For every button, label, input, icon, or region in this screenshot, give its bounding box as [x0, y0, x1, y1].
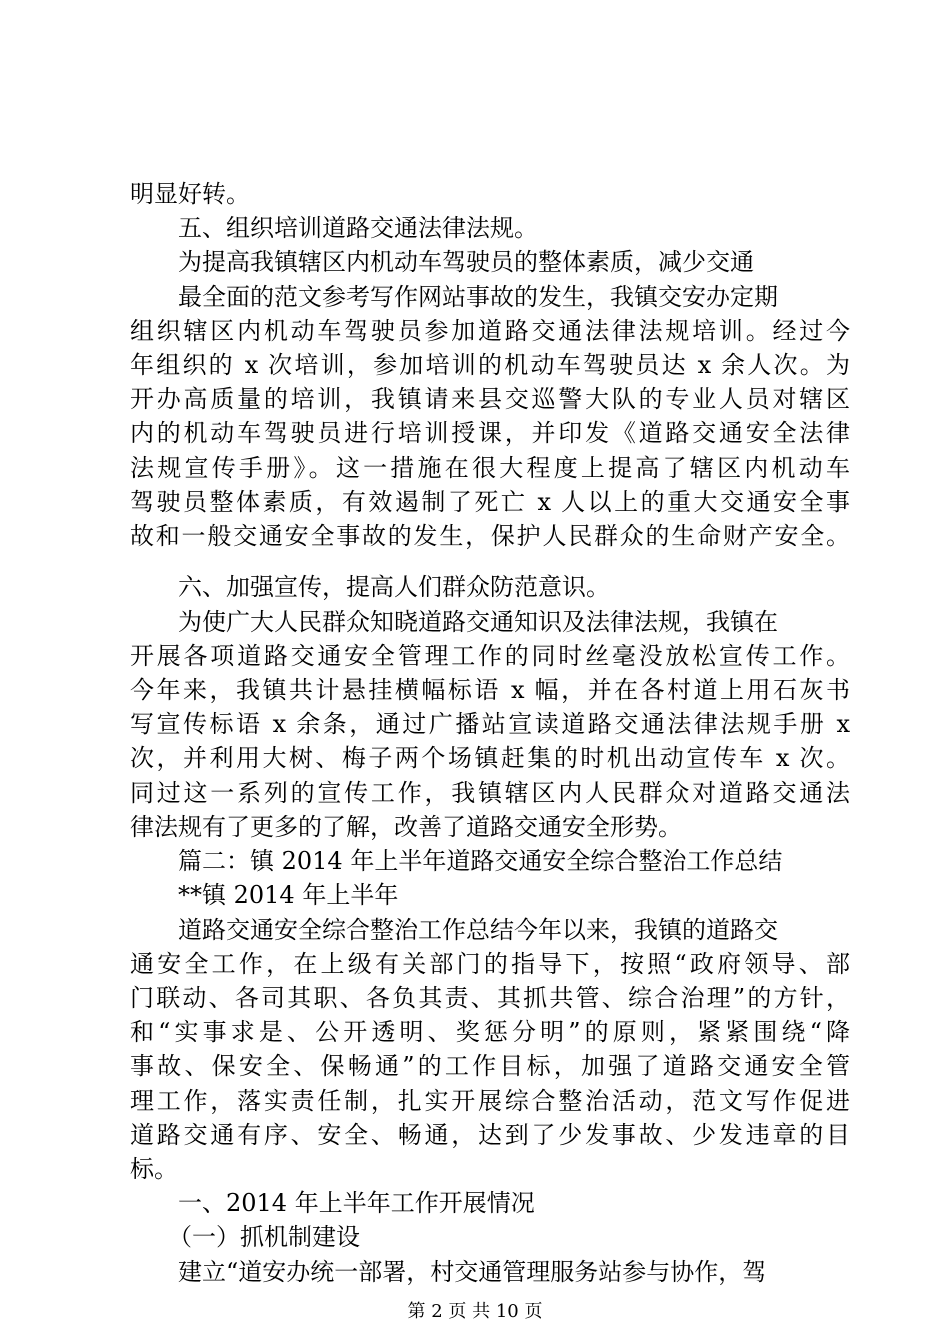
- text-line: 今年来，我镇共计悬挂横幅标语 x 幅，并在各村道上用石灰书: [130, 676, 850, 704]
- text-line: 故和一般交通安全事故的发生，保护人民群众的生命财产安全。: [130, 522, 850, 550]
- text-line: 次，并利用大树、梅子两个场镇赶集的时机出动宣传车 x 次。: [130, 744, 850, 772]
- text-line: 年组织的 x 次培训，参加培训的机动车驾驶员达 x 余人次。为: [130, 351, 850, 379]
- text-line: 道路交通安全综合整治工作总结今年以来，我镇的道路交: [178, 916, 778, 944]
- page-number-footer: 第 2 页 共 10 页: [407, 1301, 543, 1322]
- text-line: 内的机动车驾驶员进行培训授课，并印发《道路交通安全法律: [130, 419, 850, 447]
- text-line: 驾驶员整体素质，有效遏制了死亡 x 人以上的重大交通安全事: [130, 488, 850, 516]
- text-line: 律法规有了更多的了解，改善了道路交通安全形势。: [130, 813, 682, 841]
- text-line: 写宣传标语 x 余条，通过广播站宣读道路交通法律法规手册 x: [130, 710, 850, 738]
- text-line: 明显好转。: [130, 180, 250, 208]
- text-line: 法规宣传手册》。这一措施在很大程度上提高了辖区内机动车: [130, 454, 850, 482]
- text-line: 事故、保安全、保畅通”的工作目标，加强了道路交通安全管: [130, 1052, 850, 1080]
- text-line: 同过这一系列的宣传工作，我镇辖区内人民群众对道路交通法: [130, 779, 850, 807]
- subsection-heading: （一）抓机制建设: [168, 1223, 360, 1251]
- text-line: 开展各项道路交通安全管理工作的同时丝毫没放松宣传工作。: [130, 642, 850, 670]
- text-line: 通安全工作，在上级有关部门的指导下，按照“政府领导、部: [130, 950, 850, 978]
- text-line: 组织辖区内机动车驾驶员参加道路交通法律法规培训。经过今: [130, 317, 850, 345]
- text-line: 开办高质量的培训，我镇请来县交巡警大队的专业人员对辖区: [130, 385, 850, 413]
- text-line: 为提高我镇辖区内机动车驾驶员的整体素质，减少交通: [178, 248, 754, 276]
- article-title: 篇二：镇 2014 年上半年道路交通安全综合整治工作总结: [178, 847, 783, 875]
- text-line: 最全面的范文参考写作网站事故的发生，我镇交安办定期: [178, 283, 778, 311]
- text-line: 理工作，落实责任制，扎实开展综合整治活动，范文写作促进: [130, 1087, 850, 1115]
- section-heading: 一、2014 年上半年工作开展情况: [178, 1189, 535, 1217]
- text-line: 标。: [130, 1155, 178, 1183]
- text-line: 门联动、各司其职、各负其责、其抓共管、综合治理”的方针，: [130, 984, 850, 1012]
- text-line: 和“实事求是、公开透明、奖惩分明”的原则，紧紧围绕“降: [130, 1018, 850, 1046]
- text-line: 建立“道安办统一部署，村交通管理服务站参与协作，驾: [178, 1258, 767, 1286]
- text-line: 道路交通有序、安全、畅通，达到了少发事故、少发违章的目: [130, 1121, 850, 1149]
- section-heading: 六、加强宣传，提高人们群众防范意识。: [178, 573, 610, 601]
- section-heading: 五、组织培训道路交通法律法规。: [178, 214, 538, 242]
- text-line: 为使广大人民群众知晓道路交通知识及法律法规，我镇在: [178, 608, 778, 636]
- article-subtitle: **镇 2014 年上半年: [178, 881, 399, 909]
